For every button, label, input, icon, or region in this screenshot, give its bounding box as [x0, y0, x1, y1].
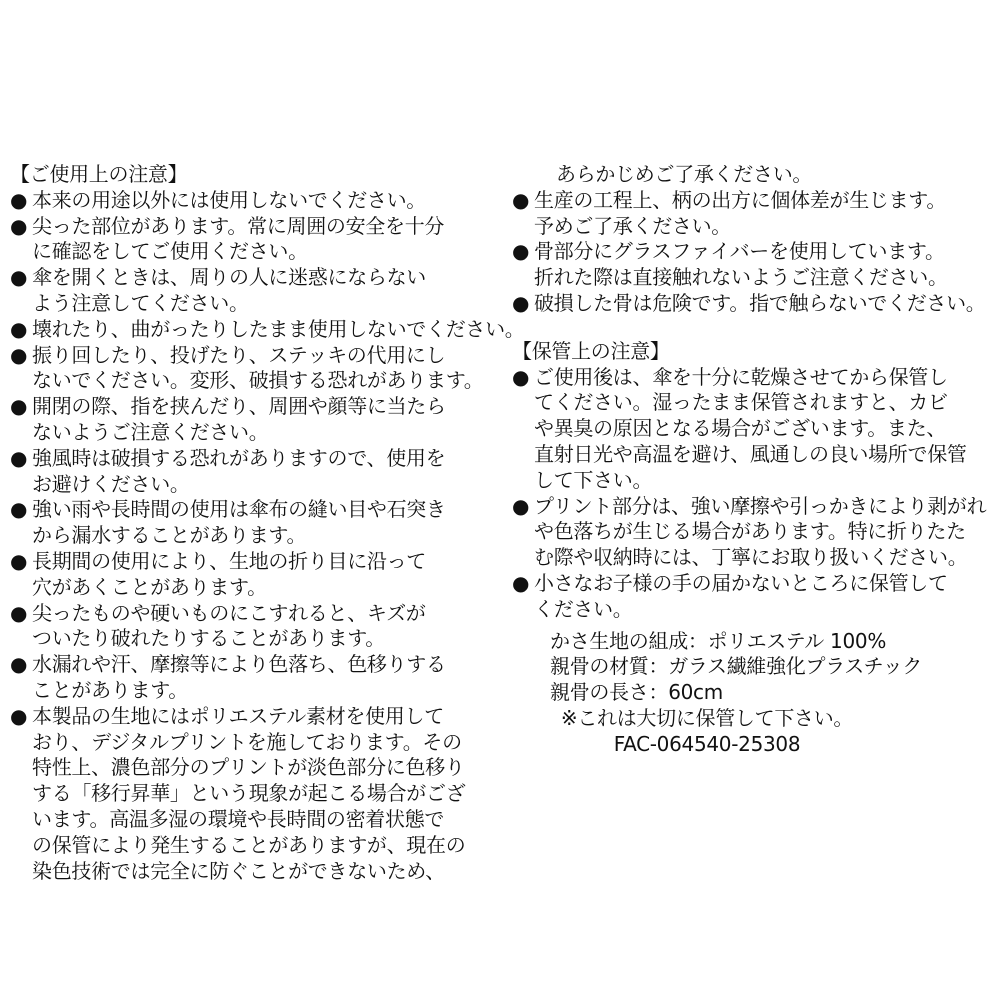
- caution-first-line: [512, 494, 992, 520]
- bullet-icon: ●: [10, 600, 28, 625]
- caution-first-line: [10, 446, 500, 472]
- bullet-icon: ●: [512, 364, 530, 389]
- caution-item: [512, 494, 992, 571]
- spec-rib-material: 親骨の材質：ガラス繊維強化プラスチック: [550, 654, 923, 679]
- caution-continuation-line: 特性上、濃色部分のプリントが淡色部分に色移り: [32, 755, 465, 780]
- bullet-icon: ●: [10, 548, 28, 573]
- caution-continuation-line: てください。湿ったまま保管されますと、カビ: [534, 390, 948, 415]
- caution-first-line: [10, 188, 500, 214]
- caution-text: 強風時は破損する恐れがありますので、使用を: [32, 445, 446, 470]
- caution-item: [512, 239, 992, 291]
- bullet-icon: ●: [512, 239, 530, 264]
- caution-item: [10, 446, 500, 498]
- continuation-line: あらかじめご了承ください。: [556, 162, 813, 186]
- caution-continuation-line: 染色技術では完全に防ぐことができないため、: [32, 858, 445, 883]
- caution-first-line: [10, 549, 500, 575]
- usage-cautions-list-continued: [512, 188, 992, 317]
- caution-continuation-line: 穴があくことがあります。: [32, 574, 267, 599]
- bullet-icon: ●: [10, 265, 28, 290]
- spec-fabric: かさ生地の組成：ポリエステル 100%: [550, 628, 887, 653]
- caution-continuation-line: して下さい。: [534, 467, 653, 492]
- caution-item: [10, 704, 500, 885]
- caution-first-line: [10, 265, 500, 291]
- caution-text: 強い雨や長時間の使用は傘布の縫い目や石突き: [32, 497, 446, 522]
- caution-first-line: [10, 343, 500, 369]
- caution-first-line: [512, 239, 992, 265]
- section-gap: [512, 317, 992, 339]
- usage-cautions-heading: 【ご使用上の注意】: [10, 162, 188, 186]
- caution-text: 長期間の使用により、生地の折り目に沿って: [32, 548, 427, 573]
- caution-continuation-line: や異臭の原因となる場合がございます。また、: [534, 416, 947, 441]
- bullet-icon: ●: [512, 290, 530, 315]
- caution-first-line: [10, 497, 500, 523]
- caution-first-line: [512, 188, 992, 214]
- caution-text: プリント部分は、強い摩擦や引っかきにより剥がれ: [534, 493, 987, 518]
- caution-first-line: [10, 316, 525, 343]
- caution-continuation-line: よう注意してください。: [32, 290, 249, 315]
- spec-rib-length: 親骨の長さ：60cm: [550, 680, 723, 705]
- bullet-icon: ●: [10, 652, 28, 677]
- caution-continuation-line: 直射日光や高温を避け、風通しの良い場所で保管: [534, 441, 967, 466]
- bullet-icon: ●: [10, 703, 28, 728]
- caution-item: [10, 265, 500, 317]
- caution-continuation-line: や色落ちが生じる場合があります。特に折りたた: [534, 519, 966, 544]
- caution-continuation-line: から漏水することがあります。: [32, 523, 307, 548]
- caution-text: 破損した骨は危険です。指で触らないでください。: [534, 290, 986, 315]
- caution-first-line: [10, 704, 500, 730]
- caution-item: [10, 601, 500, 653]
- caution-first-line: [10, 214, 500, 240]
- caution-item: [512, 571, 992, 623]
- caution-text: 尖ったものや硬いものにこすれると、キズが: [32, 600, 426, 625]
- caution-item: [512, 291, 992, 317]
- left-column: [10, 162, 525, 884]
- caution-item: [10, 497, 500, 549]
- caution-item: [512, 365, 992, 494]
- caution-text: 尖った部位があります。常に周囲の安全を十分: [32, 213, 445, 238]
- caution-text: 本来の用途以外には使用しないでください。: [32, 187, 426, 212]
- caution-text: 開閉の際、指を挟んだり、周囲や顔等に当たら: [32, 394, 446, 419]
- caution-first-line: [10, 601, 500, 627]
- caution-continuation-line: に確認をしてご使用ください。: [32, 239, 308, 264]
- caution-first-line: [512, 291, 992, 317]
- caution-item: [10, 343, 500, 395]
- caution-first-line: [10, 652, 500, 678]
- caution-continuation-line: 予めご了承ください。: [534, 213, 731, 238]
- caution-continuation-line: おり、デジタルプリントを施しております。その: [32, 729, 462, 754]
- caution-continuation-line: の保管により発生することがありますが、現在の: [32, 832, 466, 857]
- bullet-icon: ●: [10, 316, 28, 341]
- caution-continuation-line: います。高温多湿の環境や長時間の密着状態で: [32, 806, 445, 831]
- caution-first-line: [512, 571, 992, 597]
- product-code: FAC-064540-25308: [613, 731, 801, 756]
- caution-continuation-line: 折れた際は直接触れないようご注意ください。: [534, 265, 948, 290]
- bullet-icon: ●: [10, 497, 28, 522]
- caution-item: [10, 214, 500, 266]
- caution-continuation-line: ください。: [534, 596, 633, 621]
- caution-text: 壊れたり、曲がったりしたまま使用しないでください。: [32, 316, 525, 341]
- bullet-icon: ●: [10, 213, 28, 238]
- caution-item: [10, 316, 525, 343]
- caution-text: 小さなお子様の手の届かないところに保管して: [534, 570, 948, 595]
- caution-text: 振り回したり、投げたり、ステッキの代用にし: [32, 342, 446, 367]
- caution-continuation-line: ないようご注意ください。: [32, 419, 269, 444]
- caution-item: [10, 549, 500, 601]
- caution-item: [512, 188, 992, 240]
- bullet-icon: ●: [512, 493, 530, 518]
- bullet-icon: ●: [10, 187, 28, 212]
- caution-continuation-line: ないでください。変形、破損する恐れがあります。: [32, 368, 484, 393]
- caution-first-line: [512, 365, 992, 391]
- keep-note: ※これは大切に保管して下さい。: [560, 705, 854, 730]
- bullet-icon: ●: [10, 445, 28, 470]
- caution-text: ご使用後は、傘を十分に乾燥させてから保管し: [534, 364, 948, 389]
- caution-text: 骨部分にグラスファイバーを使用しています。: [534, 239, 945, 264]
- caution-continuation-line: お避けください。: [32, 471, 190, 496]
- caution-text: 生産の工程上、柄の出方に個体差が生じます。: [534, 187, 947, 212]
- caution-item: [10, 188, 500, 214]
- bullet-icon: ●: [512, 187, 530, 212]
- caution-continuation-line: ことがあります。: [32, 677, 188, 702]
- caution-first-line: [10, 394, 500, 420]
- bullet-icon: ●: [10, 342, 28, 367]
- caution-continuation-line: む際や収納時には、丁寧にお取り扱いください。: [534, 545, 968, 570]
- caution-continuation-line: ついたり破れたりすることがあります。: [32, 626, 385, 651]
- caution-item: [10, 652, 500, 704]
- caution-text: 水漏れや汗、摩擦等により色落ち、色移りする: [32, 652, 446, 677]
- caution-text: 傘を開くときは、周りの人に迷惑にならない: [32, 265, 426, 290]
- bullet-icon: ●: [10, 394, 28, 419]
- storage-cautions-heading: 【保管上の注意】: [512, 338, 670, 363]
- storage-cautions-list: [512, 365, 992, 623]
- caution-item: [10, 394, 500, 446]
- usage-cautions-list: [10, 187, 525, 885]
- bullet-icon: ●: [512, 570, 530, 595]
- right-column: [512, 162, 992, 758]
- caution-text: 本製品の生地にはポリエステル素材を使用して: [32, 703, 444, 728]
- caution-continuation-line: する「移行昇華」という現象が起こる場合がござ: [32, 781, 466, 806]
